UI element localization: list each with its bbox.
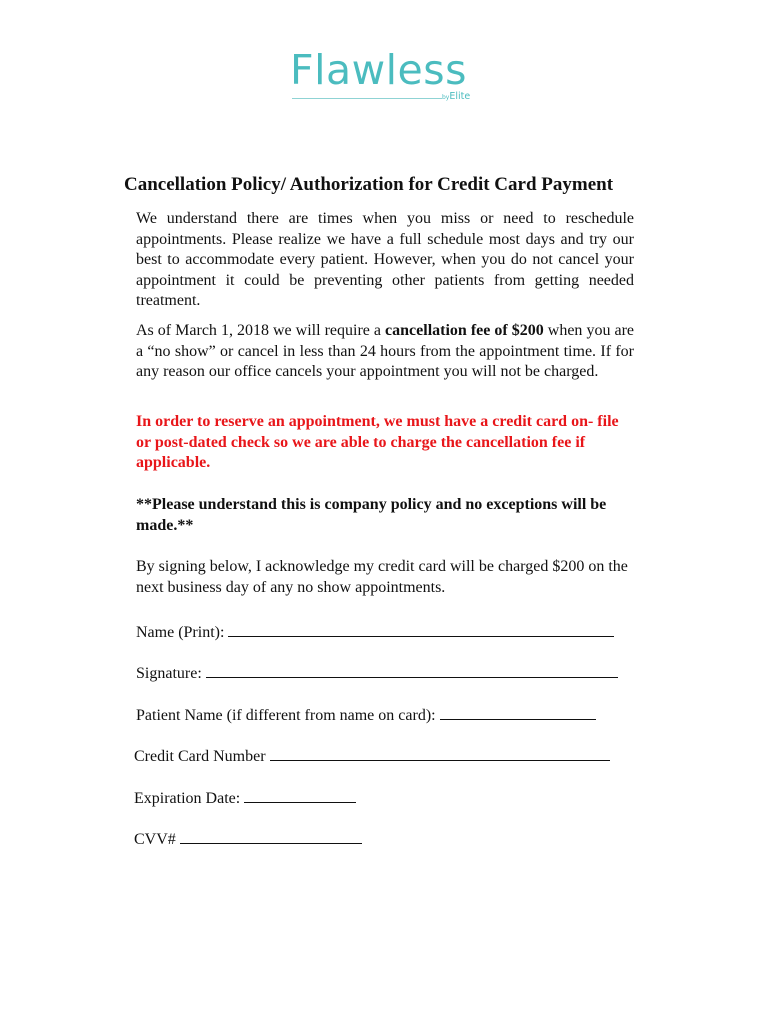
fee-amount-text: cancellation fee of $200 — [385, 322, 544, 339]
acknowledgement-text: By signing below, I acknowledge my credit card will be charged $200 on the next business day of any no show appointments. — [136, 558, 628, 596]
cancellation-fee-paragraph: As of March 1, 2018 we will require a cancellation fee of $200 when you are a “no show” or cancel in less than 24 hours from the appointment time. If for any reason our office cancels your appointment you will not be charged. — [136, 322, 635, 381]
intro-paragraph: We understand there are times when you miss or need to reschedule appointments. Please realize we have a full schedule most days and try our best to accommodate every patient. However, when you do not cancel your appointment it could be preventing other patients from getting needed treatment. — [136, 210, 634, 310]
flawless-logo — [290, 46, 490, 106]
expiration-date-label: Expiration Date: — [134, 790, 241, 807]
logo-divider — [292, 98, 442, 99]
signature-field[interactable] — [136, 663, 618, 684]
signature-label: Signature: — [136, 665, 202, 682]
policy-note: **Please understand this is company policy and no exceptions will be made.** — [136, 496, 607, 534]
page-title: Cancellation Policy/ Authorization for Credit Card Payment — [124, 174, 614, 195]
credit-card-number-line[interactable] — [270, 746, 610, 761]
signature-line[interactable] — [206, 663, 618, 678]
patient-name-field[interactable] — [136, 705, 596, 726]
credit-card-number-label: Credit Card Number — [134, 748, 266, 765]
expiration-date-field[interactable] — [134, 788, 356, 809]
expiration-date-line[interactable] — [244, 788, 356, 803]
credit-card-number-field[interactable] — [134, 746, 610, 767]
name-print-field[interactable] — [136, 622, 614, 643]
name-print-label: Name (Print): — [136, 624, 225, 641]
logo-wordmark: Flawless — [290, 46, 467, 94]
cvv-label: CVV# — [134, 831, 176, 848]
logo-subtext: byElite — [442, 91, 471, 102]
patient-name-label: Patient Name (if different from name on card): — [136, 707, 436, 724]
cvv-field[interactable] — [134, 829, 362, 850]
patient-name-line[interactable] — [440, 705, 596, 720]
cvv-line[interactable] — [180, 829, 362, 844]
name-print-line[interactable] — [228, 622, 614, 637]
credit-card-notice: In order to reserve an appointment, we must have a credit card on- file or post-dated check so we are able to charge the cancellation fee if applicable. — [136, 413, 619, 472]
